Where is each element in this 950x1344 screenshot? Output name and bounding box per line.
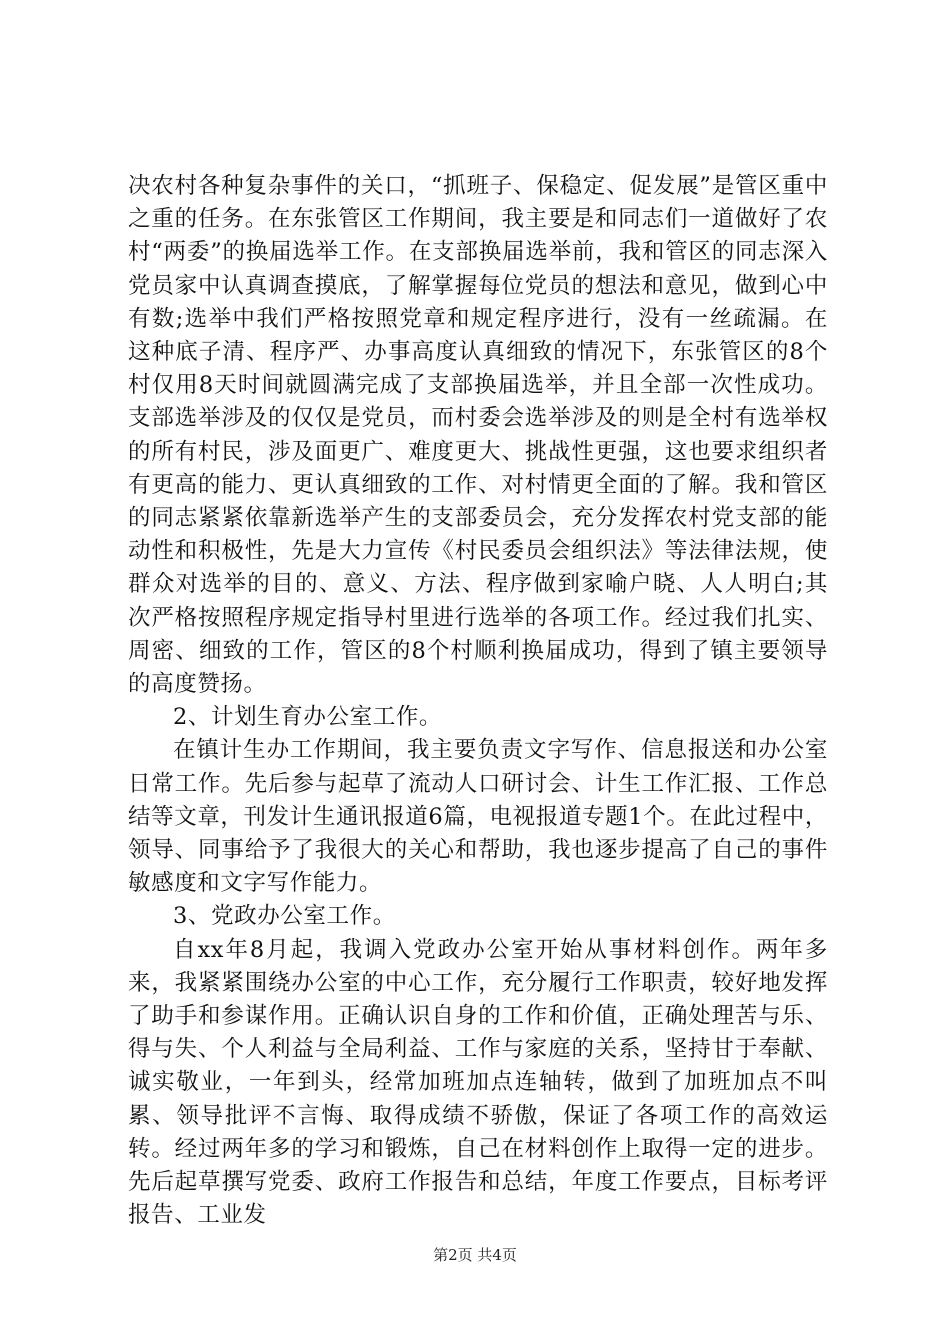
section-heading-family-planning: 2、计划生育办公室工作。 [173,704,443,731]
paragraph-continuation: 决农村各种复杂事件的关口，“抓班子、保稳定、促发展”是管区重中之重的任务。在东张管区工作期间，我主要是和同志们一道做好了农村“两委”的换届选举工作。在支部换届选举前，我和管区的同志深入党员家中认真调查摸底，了解掌握每位党员的想法和意见，做到心中有数;选举中我们严格按照党章和规定程序进行，没有一丝疏漏。在这种底子清、程序严、办事高度认真细致的情况下，东张管区的8个村仅用8天时间就圆满完成了支部换届选举，并且全部一次性成功。支部选举涉及的仅仅是党员，而村委会选举涉及的则是全村有选举权的所有村民，涉及面更广、难度更大、挑战性更强，这也要求组织者有更高的能力、更认真细致的工作、对村情更全面的了解。我和管区的同志紧紧依靠新选举产生的支部委员会，充分发挥农村党支部的能动性和积极性，先是大力宣传《村民委员会组织法》等法律法规，使群众对选举的目的、意义、方法、程序做到家喻户晓、人人明白;其次严格按照程序规定指导村里进行选举的各项工作。经过我们扎实、周密、细致的工作，管区的8个村顺利换届成功，得到了镇主要领导的高度赞扬。 [128,173,828,698]
paragraph-family-planning: 在镇计生办工作期间，我主要负责文字写作、信息报送和办公室日常工作。先后参与起草了流动人口研讨会、计生工作汇报、工作总结等文章，刊发计生通讯报道6篇，电视报道专题1个。在此过程中，领导、同事给予了我很大的关心和帮助，我也逐步提高了自己的事件敏感度和文字写作能力。 [128,737,828,897]
paragraph-party-office: 自xx年8月起，我调入党政办公室开始从事材料创作。两年多来，我紧紧围绕办公室的中心工作，充分履行工作职责，较好地发挥了助手和参谋作用。正确认识自身的工作和价值，正确处理苦与乐、得与失、个人利益与全局利益、工作与家庭的关系，坚持甘于奉献、诚实敬业，一年到头，经常加班加点连轴转，做到了加班加点不叫累、领导批评不言悔、取得成绩不骄傲，保证了各项工作的高效运转。经过两年多的学习和锻炼，自己在材料创作上取得一定的进步。先后起草撰写党委、政府工作报告和总结，年度工作要点，目标考评报告、工业发 [128,936,828,1229]
document-body [128,170,828,1233]
page-number-footer: 第2页 共4页 [433,1246,517,1264]
section-heading-party-office: 3、党政办公室工作。 [173,903,396,930]
